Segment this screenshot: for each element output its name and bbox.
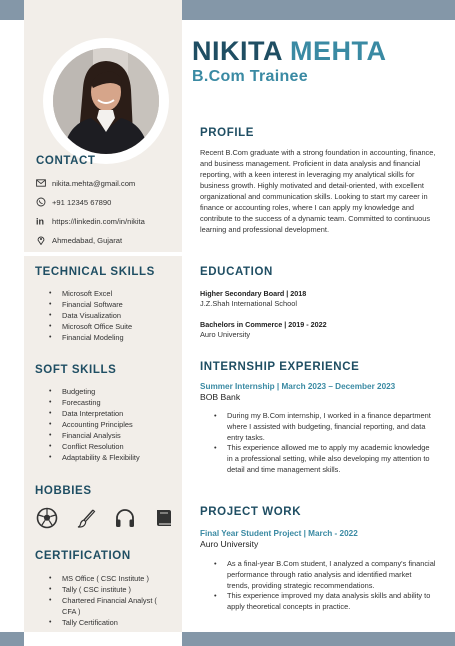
candidate-name xyxy=(192,36,387,67)
internship-title: Summer Internship | March 2023 – December 2023 xyxy=(200,382,396,391)
education-heading: EDUCATION xyxy=(200,266,273,278)
education-title: Higher Secondary Board | 2018 xyxy=(200,289,307,298)
list-item: • Tally Certification xyxy=(48,617,166,628)
technical-skills-heading: TECHNICAL SKILLS xyxy=(35,266,155,278)
list-item: • This experience improved my data analysis skills and ability to apply theoretical concepts in practice. xyxy=(212,591,436,613)
contact-email[interactable] xyxy=(36,178,135,188)
location-pin-icon xyxy=(36,235,46,245)
list-item: • Forecasting xyxy=(48,397,140,408)
list-item: • Tally ( CSC institute ) xyxy=(48,584,166,595)
sidebar-divider xyxy=(24,252,182,256)
list-item: • Conflict Resolution xyxy=(48,441,140,452)
list-item: • MS Office ( CSC Institute ) xyxy=(48,573,166,584)
internship-heading: INTERNSHIP EXPERIENCE xyxy=(200,361,360,373)
email-icon xyxy=(36,178,46,188)
hobbies-icons xyxy=(36,507,192,529)
internship-bullets xyxy=(212,411,436,476)
book-icon xyxy=(153,507,175,529)
certification-list xyxy=(48,573,166,628)
internship-organization: BOB Bank xyxy=(200,392,241,402)
profile-heading: PROFILE xyxy=(200,127,255,139)
email-text: nikita.mehta@gmail.com xyxy=(52,178,136,188)
project-bullets xyxy=(212,559,436,613)
linkedin-icon xyxy=(36,216,46,226)
sidebar-bottom-gap xyxy=(24,632,182,646)
education-school: J.Z.Shah International School xyxy=(200,299,297,308)
football-icon xyxy=(36,507,58,529)
headphones-icon xyxy=(114,507,136,529)
last-name: MEHTA xyxy=(290,36,387,66)
list-item: • Financial Modeling xyxy=(48,332,132,343)
project-heading: PROJECT WORK xyxy=(200,506,302,518)
soft-skills-list xyxy=(48,386,140,463)
list-item: • Financial Analysis xyxy=(48,430,140,441)
list-item: • Chartered Financial Analyst ( CFA ) xyxy=(48,595,166,617)
linkedin-text: https://linkedin.com/in/nikita xyxy=(52,216,145,226)
list-item: • During my B.Com internship, I worked in a finance department where I assisted with budgeting, financial reporting, and data entry tasks. xyxy=(212,411,436,443)
paintbrush-icon xyxy=(75,507,97,529)
project-organization: Auro University xyxy=(200,539,259,549)
svg-text:in: in xyxy=(36,216,44,226)
list-item: • Microsoft Excel xyxy=(48,288,132,299)
list-item: • Accounting Principles xyxy=(48,419,140,430)
list-item: • Data Interpretation xyxy=(48,408,140,419)
hobbies-heading: HOBBIES xyxy=(35,485,92,497)
list-item: • Budgeting xyxy=(48,386,140,397)
soft-skills-heading: SOFT SKILLS xyxy=(35,364,117,376)
list-item: • This experience allowed me to apply my academic knowledge in a professional setting, while also developing my attention to detail and time management skills. xyxy=(212,443,436,475)
list-item: • As a final-year B.Com student, I analyzed a company's financial performance through ratio analysis and identified market trends, providing strategic recommendations. xyxy=(212,559,436,591)
certification-heading: CERTIFICATION xyxy=(35,550,131,562)
profile-text: Recent B.Com graduate with a strong foundation in accounting, finance, and business management. Proficient in data analysis and financial reporting, with a keen interest in leveraging my analytical skills for business growth. Highly motivated and detail-oriented, with excellent organizational and communication skills. Looking to start my career in finance or accounting roles, where I can apply my knowledge and contribute to the success of a dynamic team. Committed to continuous learning and professional development. xyxy=(200,148,436,234)
contact-linkedin[interactable] xyxy=(36,216,145,226)
technical-skills-list xyxy=(48,288,132,343)
list-item: • Financial Software xyxy=(48,299,132,310)
contact-location xyxy=(36,235,122,245)
education-title: Bachelors in Commerce | 2019 - 2022 xyxy=(200,320,327,329)
first-name: NIKITA xyxy=(192,36,282,66)
education-school: Auro University xyxy=(200,330,251,339)
project-title: Final Year Student Project | March - 2022 xyxy=(200,529,358,538)
list-item: • Data Visualization xyxy=(48,310,132,321)
list-item: • Adaptability & Flexibility xyxy=(48,452,140,463)
location-text: Ahmedabad, Gujarat xyxy=(52,235,123,245)
whatsapp-icon xyxy=(36,197,46,207)
list-item: • Microsoft Office Suite xyxy=(48,321,132,332)
contact-phone[interactable] xyxy=(36,197,111,207)
job-role: B.Com Trainee xyxy=(192,68,308,85)
contact-heading: CONTACT xyxy=(36,155,96,167)
phone-text: +91 12345 67890 xyxy=(52,197,112,207)
profile-photo xyxy=(53,48,159,154)
